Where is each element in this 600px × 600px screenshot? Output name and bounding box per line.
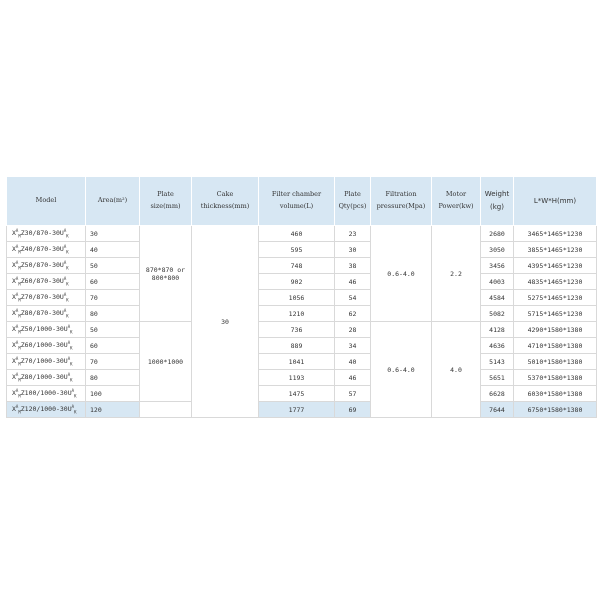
dimensions-cell: 6030*1580*1380 bbox=[514, 386, 597, 402]
model-cell: $X^A_MZ50/1000-30U^A_K$ bbox=[7, 322, 86, 338]
header-dimensions: L*W*H(mm) bbox=[514, 177, 597, 226]
table-row bbox=[7, 338, 597, 354]
header-cake-thickness: Cake thickness(mm) bbox=[192, 177, 259, 226]
table-row bbox=[7, 306, 597, 322]
header-row bbox=[7, 177, 597, 226]
model-cell: $X^A_MZ60/1000-30U^A_K$ bbox=[7, 338, 86, 354]
weight-cell: 4003 bbox=[481, 274, 514, 290]
plate-qty-cell: 46 bbox=[335, 274, 371, 290]
model-cell: $X^A_MZ50/870-30U^A_K$ bbox=[7, 258, 86, 274]
plate-qty-cell: 38 bbox=[335, 258, 371, 274]
header-plate-qty: Plate Qty(pcs) bbox=[335, 177, 371, 226]
pressure-cell: 0.6-4.0 bbox=[371, 322, 432, 418]
header-motor: Motor Power(kw) bbox=[432, 177, 481, 226]
model-cell: $X^A_MZ60/870-30U^A_K$ bbox=[7, 274, 86, 290]
area-cell: 60 bbox=[86, 274, 140, 290]
weight-cell: 3050 bbox=[481, 242, 514, 258]
table-body bbox=[7, 226, 597, 418]
weight-cell: 4584 bbox=[481, 290, 514, 306]
table-row bbox=[7, 402, 597, 418]
motor-cell: 2.2 bbox=[432, 226, 481, 322]
plate-size-cell: 1000*1000 bbox=[140, 322, 192, 402]
volume-cell: 460 bbox=[259, 226, 335, 242]
plate-qty-cell: 28 bbox=[335, 322, 371, 338]
weight-cell: 4128 bbox=[481, 322, 514, 338]
header-model: Model bbox=[7, 177, 86, 226]
weight-cell: 2680 bbox=[481, 226, 514, 242]
model-cell: $X^A_MZ120/1000-30U^A_K$ bbox=[7, 402, 86, 418]
volume-cell: 902 bbox=[259, 274, 335, 290]
plate-qty-cell: 54 bbox=[335, 290, 371, 306]
volume-cell: 1210 bbox=[259, 306, 335, 322]
area-cell: 70 bbox=[86, 354, 140, 370]
weight-cell: 3456 bbox=[481, 258, 514, 274]
plate-qty-cell: 34 bbox=[335, 338, 371, 354]
weight-cell: 5082 bbox=[481, 306, 514, 322]
dimensions-cell: 4395*1465*1230 bbox=[514, 258, 597, 274]
area-cell: 80 bbox=[86, 306, 140, 322]
cake-thickness-cell: 30 bbox=[192, 226, 259, 418]
specification-table bbox=[6, 176, 597, 418]
dimensions-cell: 6750*1580*1380 bbox=[514, 402, 597, 418]
motor-cell: 4.0 bbox=[432, 322, 481, 418]
volume-cell: 1041 bbox=[259, 354, 335, 370]
table-row bbox=[7, 386, 597, 402]
area-cell: 60 bbox=[86, 338, 140, 354]
table-row bbox=[7, 370, 597, 386]
model-cell: $X^A_MZ80/1000-30U^A_K$ bbox=[7, 370, 86, 386]
weight-cell: 4636 bbox=[481, 338, 514, 354]
table-row bbox=[7, 258, 597, 274]
area-cell: 30 bbox=[86, 226, 140, 242]
weight-cell: 5143 bbox=[481, 354, 514, 370]
model-cell: $X^A_MZ100/1000-30U^A_K$ bbox=[7, 386, 86, 402]
weight-cell: 5651 bbox=[481, 370, 514, 386]
area-cell: 80 bbox=[86, 370, 140, 386]
dimensions-cell: 3855*1465*1230 bbox=[514, 242, 597, 258]
table-row bbox=[7, 274, 597, 290]
area-cell: 50 bbox=[86, 322, 140, 338]
volume-cell: 1056 bbox=[259, 290, 335, 306]
model-cell: $X^A_MZ40/870-30U^A_K$ bbox=[7, 242, 86, 258]
area-cell: 120 bbox=[86, 402, 140, 418]
plate-size-cell bbox=[140, 402, 192, 418]
dimensions-cell: 5010*1580*1380 bbox=[514, 354, 597, 370]
plate-size-cell: 870*870 or 800*800 bbox=[140, 226, 192, 322]
volume-cell: 736 bbox=[259, 322, 335, 338]
table-row bbox=[7, 290, 597, 306]
plate-qty-cell: 30 bbox=[335, 242, 371, 258]
plate-qty-cell: 57 bbox=[335, 386, 371, 402]
plate-qty-cell: 23 bbox=[335, 226, 371, 242]
area-cell: 40 bbox=[86, 242, 140, 258]
header-volume: Filter chamber volume(L) bbox=[259, 177, 335, 226]
area-cell: 70 bbox=[86, 290, 140, 306]
volume-cell: 1777 bbox=[259, 402, 335, 418]
dimensions-cell: 4710*1580*1380 bbox=[514, 338, 597, 354]
dimensions-cell: 3465*1465*1230 bbox=[514, 226, 597, 242]
weight-cell: 7644 bbox=[481, 402, 514, 418]
table-row bbox=[7, 226, 597, 242]
dimensions-cell: 5715*1465*1230 bbox=[514, 306, 597, 322]
pressure-cell: 0.6-4.0 bbox=[371, 226, 432, 322]
dimensions-cell: 5370*1580*1380 bbox=[514, 370, 597, 386]
table-row bbox=[7, 242, 597, 258]
table-row bbox=[7, 354, 597, 370]
model-cell: $X^A_MZ70/870-30U^A_K$ bbox=[7, 290, 86, 306]
volume-cell: 1193 bbox=[259, 370, 335, 386]
header-pressure: Filtration pressure(Mpa) bbox=[371, 177, 432, 226]
volume-cell: 1475 bbox=[259, 386, 335, 402]
area-cell: 100 bbox=[86, 386, 140, 402]
volume-cell: 889 bbox=[259, 338, 335, 354]
header-area: Area(m²) bbox=[86, 177, 140, 226]
header-weight: Weight (kg) bbox=[481, 177, 514, 226]
weight-cell: 6628 bbox=[481, 386, 514, 402]
model-cell: $X^A_MZ80/870-30U^A_K$ bbox=[7, 306, 86, 322]
plate-qty-cell: 69 bbox=[335, 402, 371, 418]
area-cell: 50 bbox=[86, 258, 140, 274]
plate-qty-cell: 62 bbox=[335, 306, 371, 322]
volume-cell: 595 bbox=[259, 242, 335, 258]
dimensions-cell: 5275*1465*1230 bbox=[514, 290, 597, 306]
header-plate-size: Plate size(mm) bbox=[140, 177, 192, 226]
dimensions-cell: 4290*1580*1380 bbox=[514, 322, 597, 338]
volume-cell: 748 bbox=[259, 258, 335, 274]
model-cell: $X^A_MZ30/870-30U^A_K$ bbox=[7, 226, 86, 242]
table-row bbox=[7, 322, 597, 338]
plate-qty-cell: 40 bbox=[335, 354, 371, 370]
plate-qty-cell: 46 bbox=[335, 370, 371, 386]
model-cell: $X^A_MZ70/1000-30U^A_K$ bbox=[7, 354, 86, 370]
dimensions-cell: 4835*1465*1230 bbox=[514, 274, 597, 290]
